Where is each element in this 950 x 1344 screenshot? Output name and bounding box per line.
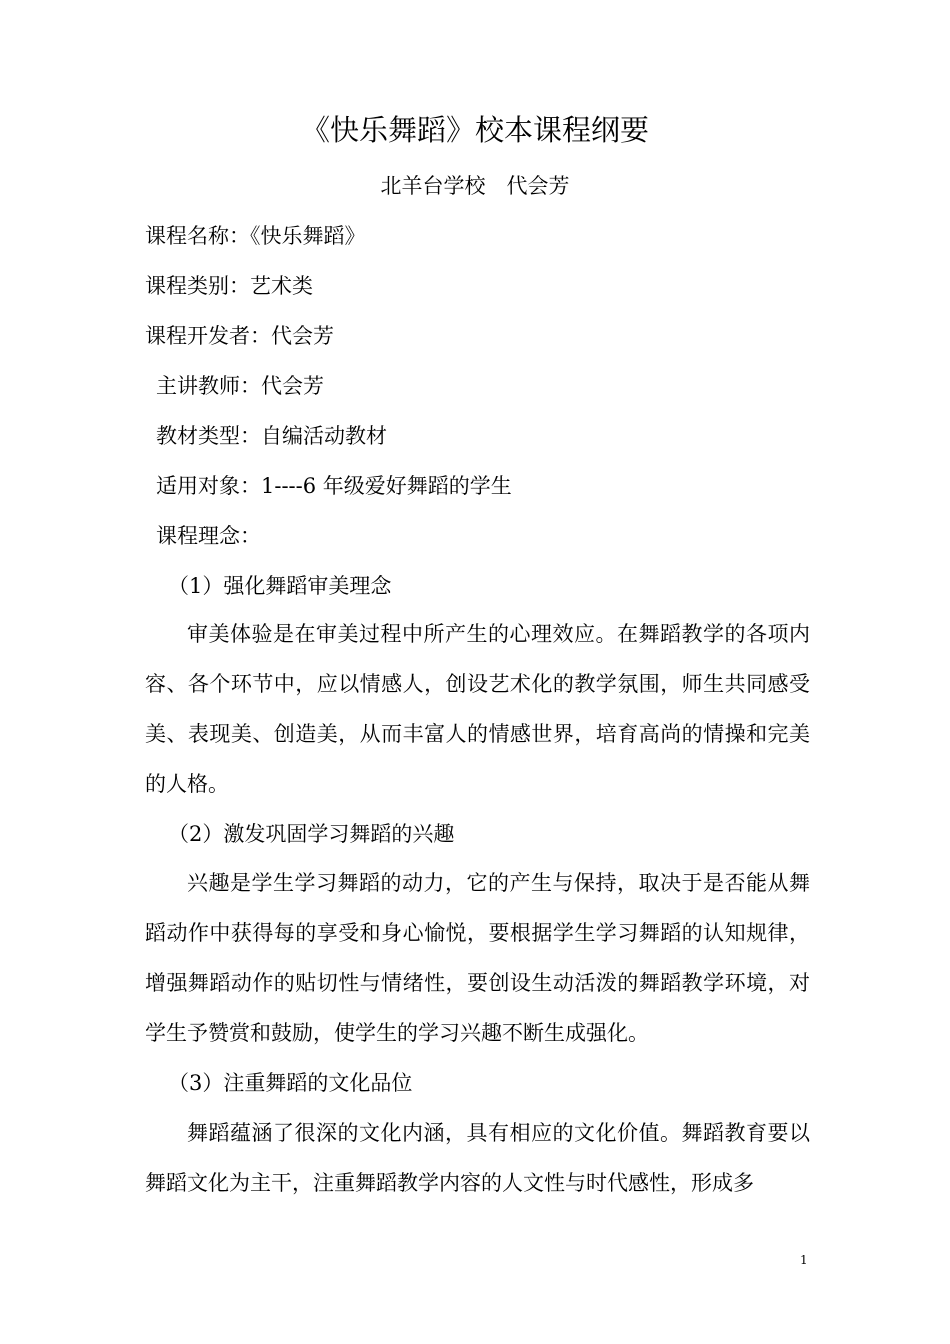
field-lead-teacher: 主讲教师：代会芳 xyxy=(156,374,324,398)
section-body-1: 审美体验是在审美过程中所产生的心理效应。在舞蹈教学的各项内容、各个环节中，应以情感人，创设艺术化的教学氛围，师生共同感受美、表现美、创造美，从而丰富人的情感世界，培育高尚的情操和完美的人格。 xyxy=(145,622,810,796)
document-title: 《快乐舞蹈》校本课程纲要 xyxy=(300,113,649,147)
section-heading-2: （2）激发巩固学习舞蹈的兴趣 xyxy=(168,822,455,846)
section-heading-3: （3）注重舞蹈的文化品位 xyxy=(168,1071,413,1095)
section-body-3: 舞蹈蕴涵了很深的文化内涵，具有相应的文化价值。舞蹈教育要以舞蹈文化为主干，注重舞蹈教学内容的人文性与时代感性，形成多 xyxy=(145,1121,810,1195)
field-course-philosophy: 课程理念： xyxy=(156,524,261,548)
field-course-developer: 课程开发者：代会芳 xyxy=(145,324,334,348)
field-course-name: 课程名称：《快乐舞蹈》 xyxy=(145,224,366,248)
section-heading-1: （1）强化舞蹈审美理念 xyxy=(168,574,392,598)
page-number: 1 xyxy=(800,1253,808,1267)
document-author: 北羊台学校 代会芳 xyxy=(380,174,570,198)
field-target-audience: 适用对象：1----6 年级爱好舞蹈的学生 xyxy=(156,474,512,498)
section-body-2: 兴趣是学生学习舞蹈的动力，它的产生与保持，取决于是否能从舞蹈动作中获得每的享受和身心愉悦，要根据学生学习舞蹈的认知规律，增强舞蹈动作的贴切性与情绪性，要创设生动活泼的舞蹈教学环境，对学生予赞赏和鼓励，使学生的学习兴趣不断生成强化。 xyxy=(145,871,810,1045)
field-material-type: 教材类型：自编活动教材 xyxy=(156,424,387,448)
field-course-category: 课程类别：艺术类 xyxy=(145,274,313,298)
